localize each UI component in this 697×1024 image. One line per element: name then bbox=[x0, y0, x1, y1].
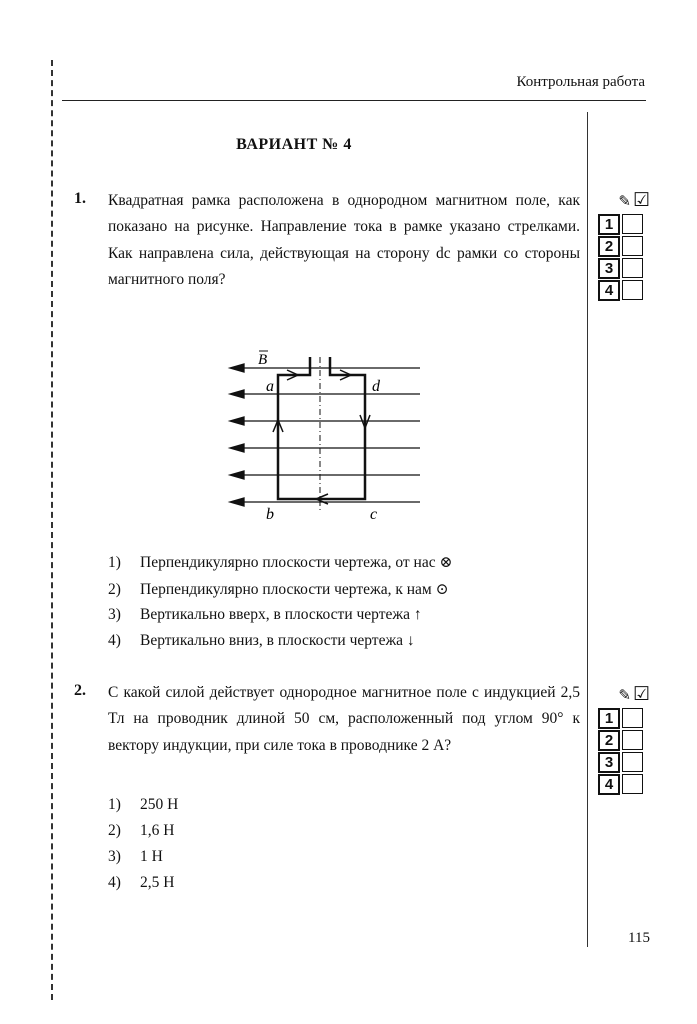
corner-b: b bbox=[266, 506, 274, 523]
running-title: Контрольная работа bbox=[516, 74, 645, 90]
pen-icon: ✎ bbox=[618, 688, 631, 704]
field-label: B bbox=[258, 352, 268, 368]
answer-option: 4) Вертикально вниз, в плоскости чертежа ↓ bbox=[108, 632, 415, 649]
corner-a: a bbox=[266, 378, 274, 395]
question-number: 2. bbox=[74, 682, 86, 699]
checkbox-icon: ☑ bbox=[632, 190, 650, 211]
answer-cell[interactable] bbox=[622, 258, 643, 278]
checkbox-icon: ☑ bbox=[632, 684, 650, 705]
answer-option: 2) 1,6 Н bbox=[108, 822, 175, 839]
answer-cell[interactable] bbox=[622, 752, 643, 772]
answer-box-q1: ✎ ☑ 1 2 3 4 bbox=[598, 192, 650, 302]
answer-option: 4) 2,5 Н bbox=[108, 874, 175, 891]
corner-c: c bbox=[370, 506, 378, 523]
field-lines bbox=[230, 364, 420, 506]
current-arrows bbox=[273, 370, 370, 504]
page-number: 115 bbox=[628, 930, 650, 946]
field-line bbox=[230, 444, 420, 452]
pen-icon: ✎ bbox=[618, 194, 631, 210]
answer-cell[interactable] bbox=[622, 774, 643, 794]
variant-title: ВАРИАНТ № 4 bbox=[236, 136, 352, 153]
answer-option: 1) Перпендикулярно плоскости чертежа, от нас ⊗ bbox=[108, 554, 453, 571]
answer-option: 3) Вертикально вверх, в плоскости чертежа ↑ bbox=[108, 606, 422, 623]
answer-cell[interactable] bbox=[622, 708, 643, 728]
answer-option: 2) Перпендикулярно плоскости чертежа, к нам ⊙ bbox=[108, 581, 449, 598]
answer-cell[interactable] bbox=[622, 236, 643, 256]
answer-cell[interactable] bbox=[622, 730, 643, 750]
answer-cell[interactable] bbox=[622, 280, 643, 300]
field-line bbox=[230, 471, 420, 479]
answer-box-q2: ✎ ☑ 1 2 3 4 bbox=[598, 686, 650, 796]
question-text: Квадратная рамка расположена в однородном магнитном поле, как показано на рисунке. Направление тока в рамке указано стрелками. Как направлена сила, действующая на сторону dc рамки со стороны магнитного поля? bbox=[108, 192, 580, 288]
field-line bbox=[230, 417, 420, 425]
answer-option: 3) 1 Н bbox=[108, 848, 163, 865]
question-text: С какой силой действует однородное магнитное поле с индукцией 2,5 Тл на проводник длиной 50 см, расположенный под углом 90° к вектору индукции, при силе тока в проводнике 2 А? bbox=[108, 684, 580, 754]
question-number: 1. bbox=[74, 190, 86, 207]
answer-cell[interactable] bbox=[622, 214, 643, 234]
answer-option: 1) 250 Н bbox=[108, 796, 179, 813]
field-line bbox=[230, 390, 420, 398]
corner-d: d bbox=[372, 378, 380, 395]
